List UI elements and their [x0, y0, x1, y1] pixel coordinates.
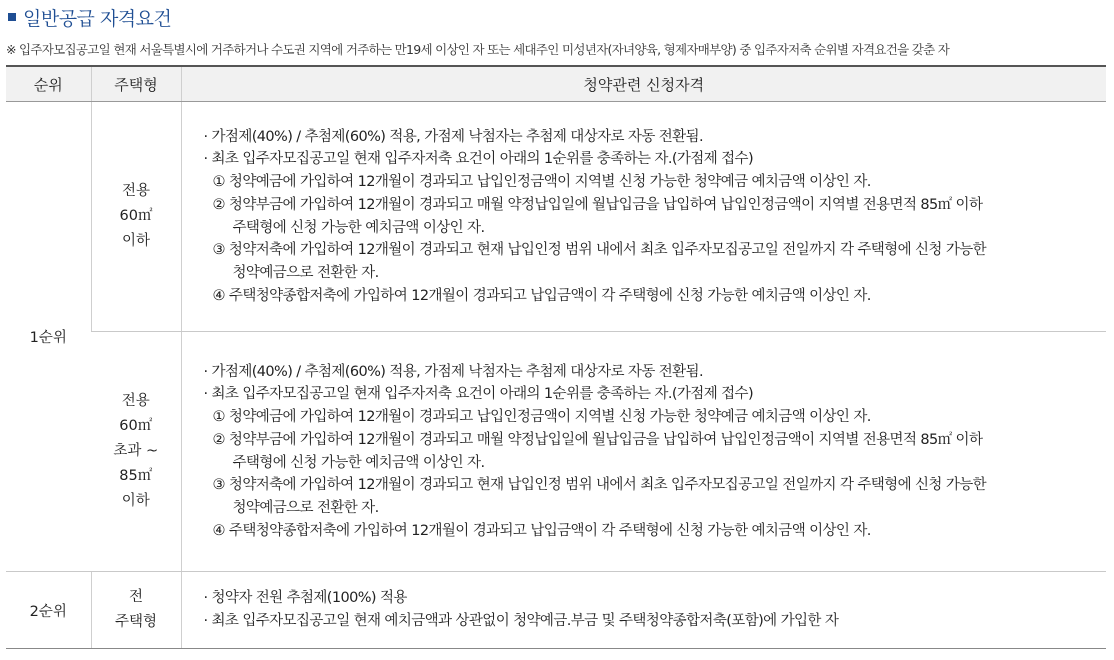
qualification-line: 주택형에 신청 가능한 예치금액 이상인 자.	[232, 219, 485, 236]
table-row-rank2	[6, 572, 1106, 649]
qualification-line: ② 청약부금에 가입하여 12개월이 경과되고 매월 약정납입일에 월납입금을 납입하여 납입인정금액이 지역별 전용면적 85㎡ 이하	[212, 431, 983, 448]
type-line: 60㎡	[119, 418, 153, 434]
table-header-row	[6, 66, 1106, 102]
qualification-line: ① 청약예금에 가입하여 12개월이 경과되고 납입인정금액이 지역별 신청 가능한 청약예금 예치금액 이상인 자.	[212, 409, 871, 426]
type-line: 전용	[121, 183, 150, 199]
square-bullet-icon	[8, 13, 16, 21]
qualification-line: · 최초 입주자모집공고일 현재 입주자저축 요건이 아래의 1순위를 충족하는 자.(가점제 접수)	[203, 386, 753, 403]
qualification-line: 청약예금으로 전환한 자.	[232, 264, 379, 281]
housing-type-under60	[91, 102, 181, 332]
qualification-line: ② 청약부금에 가입하여 12개월이 경과되고 매월 약정납입일에 월납입금을 납입하여 납입인정금액이 지역별 전용면적 85㎡ 이하	[212, 196, 983, 213]
qualification-line: 주택형에 신청 가능한 예치금액 이상인 자.	[232, 454, 485, 471]
rank1-label: 1순위	[6, 102, 91, 572]
table-row-rank1-60to85	[6, 332, 1106, 572]
qualification-line: · 가점제(40%) / 추첨제(60%) 적용, 가점제 낙첨자는 추첨제 대상자로 자동 전환됨.	[203, 363, 703, 380]
rank2-label: 2순위	[6, 572, 91, 649]
qualification-line: · 청약자 전원 추첨제(100%) 적용	[203, 590, 407, 607]
qualification-line: · 최초 입주자모집공고일 현재 예치금액과 상관없이 청약예금.부금 및 주택청약종합저축(포함)에 가입한 자	[203, 613, 839, 629]
type-line: 초과 ~	[113, 443, 159, 459]
header-type: 주택형	[91, 66, 181, 102]
qualification-line: · 최초 입주자모집공고일 현재 입주자저축 요건이 아래의 1순위를 충족하는 자.(가점제 접수)	[203, 151, 753, 168]
housing-type-all	[91, 572, 181, 649]
qualification-under60	[181, 102, 1106, 332]
qualification-rank2	[181, 572, 1106, 649]
eligibility-note: ※ 입주자모집공고일 현재 서울특별시에 거주하거나 수도권 지역에 거주하는 만19세 이상인 자 또는 세대주인 미성년자(자녀양육, 형제자매부양) 중 입주자저축 순위별 자격요건을 갖춘 자	[6, 42, 950, 57]
type-line: 주택형	[114, 614, 158, 630]
eligibility-table	[6, 65, 1106, 649]
section-title-text: 일반공급 자격요건	[23, 7, 172, 30]
qualification-line: ③ 청약저축에 가입하여 12개월이 경과되고 현재 납입인정 범위 내에서 최초 입주자모집공고일 전일까지 각 주택형에 신청 가능한	[212, 477, 987, 494]
section-title	[6, 2, 171, 32]
type-line: 이하	[121, 233, 150, 249]
housing-type-60to85	[91, 332, 181, 572]
type-line: 60㎡	[119, 208, 153, 224]
qualification-line: ④ 주택청약종합저축에 가입하여 12개월이 경과되고 납입금액이 각 주택형에 신청 가능한 예치금액 이상인 자.	[212, 287, 871, 304]
type-line: 전	[128, 589, 143, 605]
header-qualification: 청약관련 신청자격	[181, 66, 1106, 102]
qualification-line: · 가점제(40%) / 추첨제(60%) 적용, 가점제 낙첨자는 추첨제 대상자로 자동 전환됨.	[203, 128, 703, 145]
qualification-line: ③ 청약저축에 가입하여 12개월이 경과되고 현재 납입인정 범위 내에서 최초 입주자모집공고일 전일까지 각 주택형에 신청 가능한	[212, 242, 987, 259]
qualification-60to85	[181, 332, 1106, 572]
type-line: 이하	[121, 493, 150, 509]
type-line: 전용	[121, 393, 150, 409]
qualification-line: ① 청약예금에 가입하여 12개월이 경과되고 납입인정금액이 지역별 신청 가능한 청약예금 예치금액 이상인 자.	[212, 174, 871, 191]
table-row-rank1-under60	[6, 102, 1106, 332]
qualification-line: ④ 주택청약종합저축에 가입하여 12개월이 경과되고 납입금액이 각 주택형에 신청 가능한 예치금액 이상인 자.	[212, 522, 871, 539]
header-rank: 순위	[6, 66, 91, 102]
type-line: 85㎡	[119, 468, 153, 484]
qualification-line: 청약예금으로 전환한 자.	[232, 499, 379, 516]
